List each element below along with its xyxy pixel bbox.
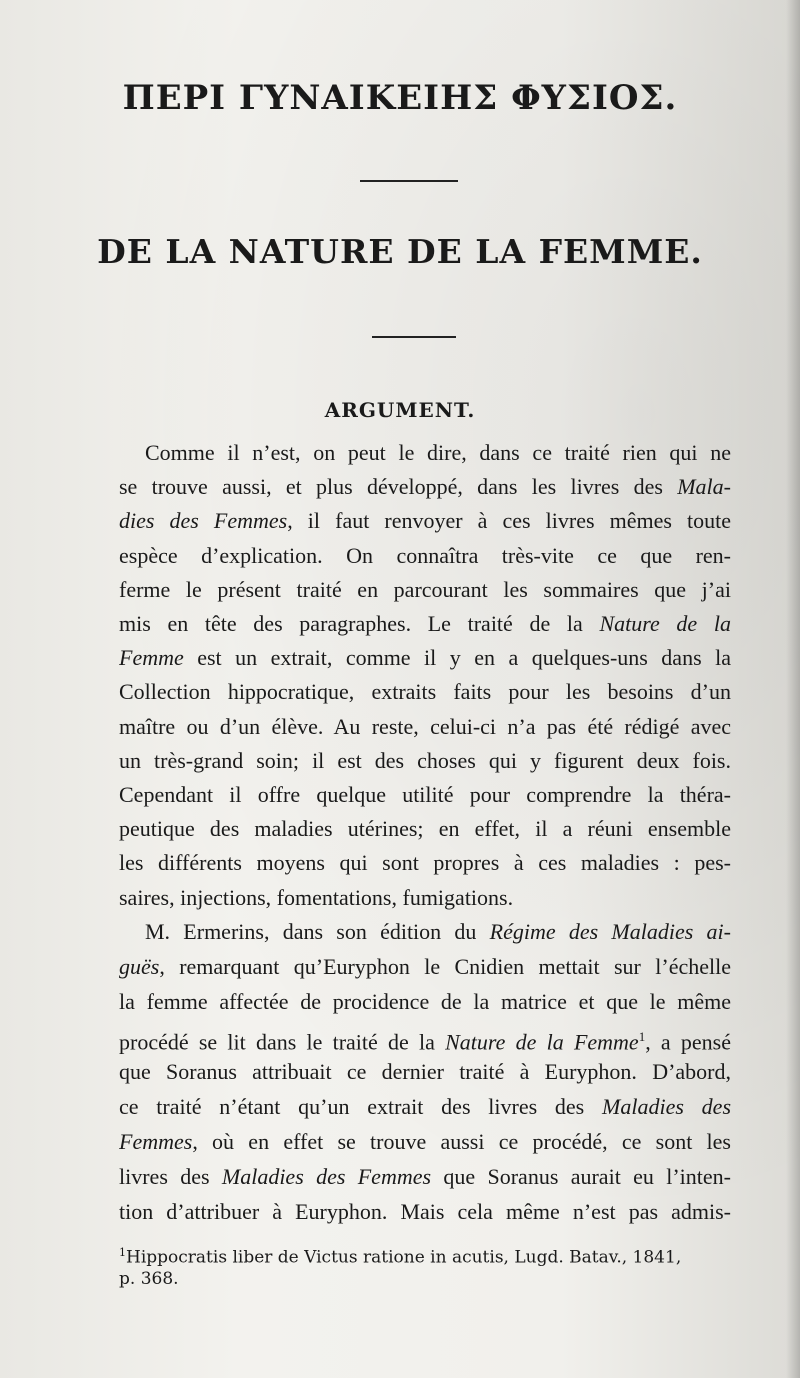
page-edge-shadow (786, 0, 800, 1378)
text-run: que Soranus aurait eu l’inten- (431, 1164, 731, 1189)
italic-run: Femme (119, 645, 184, 671)
p1-line-14: saires, injections, fomentations, fumigations. (119, 884, 514, 910)
p2-line-1: M. Ermerins, dans son édition du Régime des Maladies ai- (145, 919, 731, 944)
p2-line-4: procédé se lit dans le traité de la Nature de la Femme$^1$, a pensé (119, 1029, 731, 1054)
p1-line-5: ferme le présent traité en parcourant les sommaires que j’ai (119, 576, 731, 602)
italic-run: Maladies des Femmes (221, 1164, 432, 1189)
p1-line-2: se trouve aussi, et plus développé, dans les livres des Mala- (119, 474, 731, 500)
french-title: DE LA NATURE DE LA FEMME. (97, 232, 703, 271)
greek-title: ΠΕΡΙ ΓΥΝΑΙΚΕΙΗΣ ΦΥΣΙΟΣ. (122, 78, 678, 118)
p1-line-8: Collection hippocratique, extraits faits pour les besoins d’un (119, 679, 731, 705)
p2-line-7: Femmes, où en effet se trouve aussi ce procédé, ce sont les (119, 1129, 731, 1154)
p2-line-6: ce traité n’étant qu’un extrait des livres des Maladies des (119, 1094, 731, 1119)
text-run: tion d’attribuer à Euryphon. Mais cela même n’est pas admis- (119, 1199, 731, 1224)
footnote-line-2: p. 368. (119, 1269, 179, 1289)
p1-line-1: Comme il n’est, on peut le dire, dans ce traité rien qui ne (145, 440, 731, 465)
italic-run: Mala- (677, 474, 731, 500)
p1-line-7: Femme est un extrait, comme il y en a quelques-uns dans la (119, 645, 731, 671)
p1-line-3: dies des Femmes, il faut renvoyer à ces livres mêmes toute (119, 508, 731, 534)
p1-line-12: peutique des maladies utérines; en effet, il a réuni ensemble (119, 816, 731, 842)
p2-line-8 (119, 1160, 731, 1194)
p1-line-11: Cependant il offre quelque utilité pour comprendre la théra- (119, 782, 731, 807)
italic-run: dies des Femmes (119, 508, 288, 534)
footnote-marker: 1 (638, 1029, 646, 1044)
italic-run: Nature de la Femme (445, 1029, 639, 1054)
p1-line-9: maître ou d’un élève. Au reste, celui-ci n’a pas été rédigé avec (119, 713, 731, 739)
italic-run: guës (119, 954, 160, 979)
italic-run: Femmes (119, 1129, 193, 1154)
p2-line-9 (119, 1195, 731, 1229)
footnote-marker-bottom: 1 (119, 1246, 126, 1259)
text-run: livres des (119, 1164, 222, 1189)
title-rule-bottom (372, 336, 456, 338)
italic-run: Maladies des (602, 1094, 731, 1119)
p2-line-2: guës, remarquant qu’Euryphon le Cnidien mettait sur l’échelle (119, 954, 731, 979)
p1-line-6: mis en tête des paragraphes. Le traité de la Nature de la (119, 611, 731, 636)
p1-line-13: les différents moyens qui sont propres à ces maladies : pes- (119, 850, 731, 876)
title-rule-top (360, 180, 458, 182)
p1-line-4: espèce d’explication. On connaîtra très-vite ce que ren- (119, 542, 731, 568)
italic-run: Nature de la (599, 611, 731, 636)
p2-line-3: la femme affectée de procidence de la matrice et que le même (119, 989, 731, 1014)
footnote-line-1: $^1$Hippocratis liber de Victus ratione in acutis, Lugd. Batav., 1841, (119, 1246, 682, 1268)
italic-run: Régime des Maladies ai- (489, 919, 731, 944)
section-heading: ARGUMENT. (324, 398, 476, 422)
p2-line-5: que Soranus attribuait ce dernier traité à Euryphon. D’abord, (119, 1059, 731, 1084)
p1-line-10: un très-grand soin; il est des choses qui y figurent deux fois. (119, 747, 731, 773)
